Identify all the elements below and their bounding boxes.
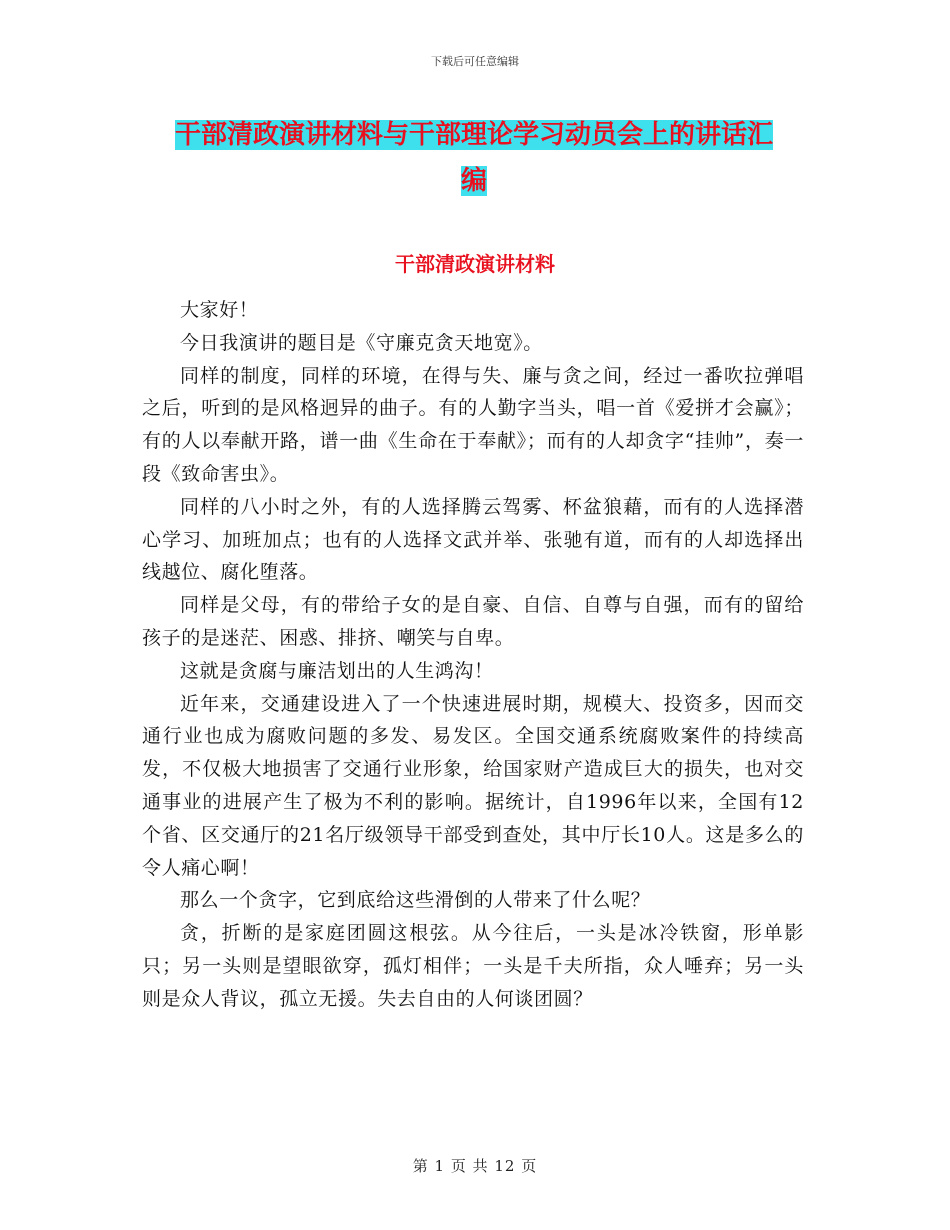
page-footer: 第 1 页 共 12 页	[412, 1157, 538, 1175]
paragraph: 同样的制度，同样的环境，在得与失、廉与贪之间，经过一番吹拉弹唱之后，听到的是风格迥异的曲子。有的人勤字当头，唱一首《爱拼才会赢》；有的人以奉献开路，谱一曲《生命在于奉献》；而有的人却贪字“挂帅”，奏一段《致命害虫》。	[142, 364, 804, 485]
section-title: 干部清政演讲材料	[395, 252, 555, 276]
document-title-line-2: 编	[460, 166, 487, 196]
paragraph: 大家好！	[180, 299, 259, 321]
paragraph: 这就是贪腐与廉洁划出的人生鸿沟！	[180, 659, 494, 682]
paragraph: 近年来，交通建设进入了一个快速进展时期，规模大、投资多，因而交通行业也成为腐败问题的多发、易发区。全国交通系统腐败案件的持续高发，不仅极大地损害了交通行业形象，给国家财产造成巨大的损失，也对交通事业的进展产生了极为不利的影响。据统计，自1996年以来，全国有12个省、区交通厅的21名厅级领导干部受到查处，其中厅长10人。这是多么的令人痛心啊！	[142, 692, 804, 879]
paragraph: 同样是父母，有的带给子女的是自豪、自信、自尊与自强，而有的留给孩子的是迷茫、困惑、排挤、嘲笑与自卑。	[142, 594, 804, 649]
paragraph: 贪，折断的是家庭团圆这根弦。从今往后，一头是冰冷铁窗，形单影只；另一头则是望眼欲穿，孤灯相伴；一头是千夫所指，众人唾弃；另一头则是众人背议，孤立无援。失去自由的人何谈团圆？	[142, 922, 804, 1010]
paragraph: 同样的八小时之外，有的人选择腾云驾雾、杯盆狼藉，而有的人选择潜心学习、加班加点；也有的人选择文武并举、张驰有道，而有的人却选择出线越位、腐化堕落。	[142, 495, 804, 584]
document-title-line-1: 干部清政演讲材料与干部理论学习动员会上的讲话汇	[174, 120, 773, 150]
speech-body	[142, 294, 804, 1016]
header-note: 下载后可任意编辑	[431, 55, 519, 68]
paragraph: 那么一个贪字，它到底给这些滑倒的人带来了什么呢？	[180, 889, 651, 912]
document-title	[140, 112, 808, 204]
paragraph: 今日我演讲的题目是《守廉克贪天地宽》。	[180, 331, 543, 354]
